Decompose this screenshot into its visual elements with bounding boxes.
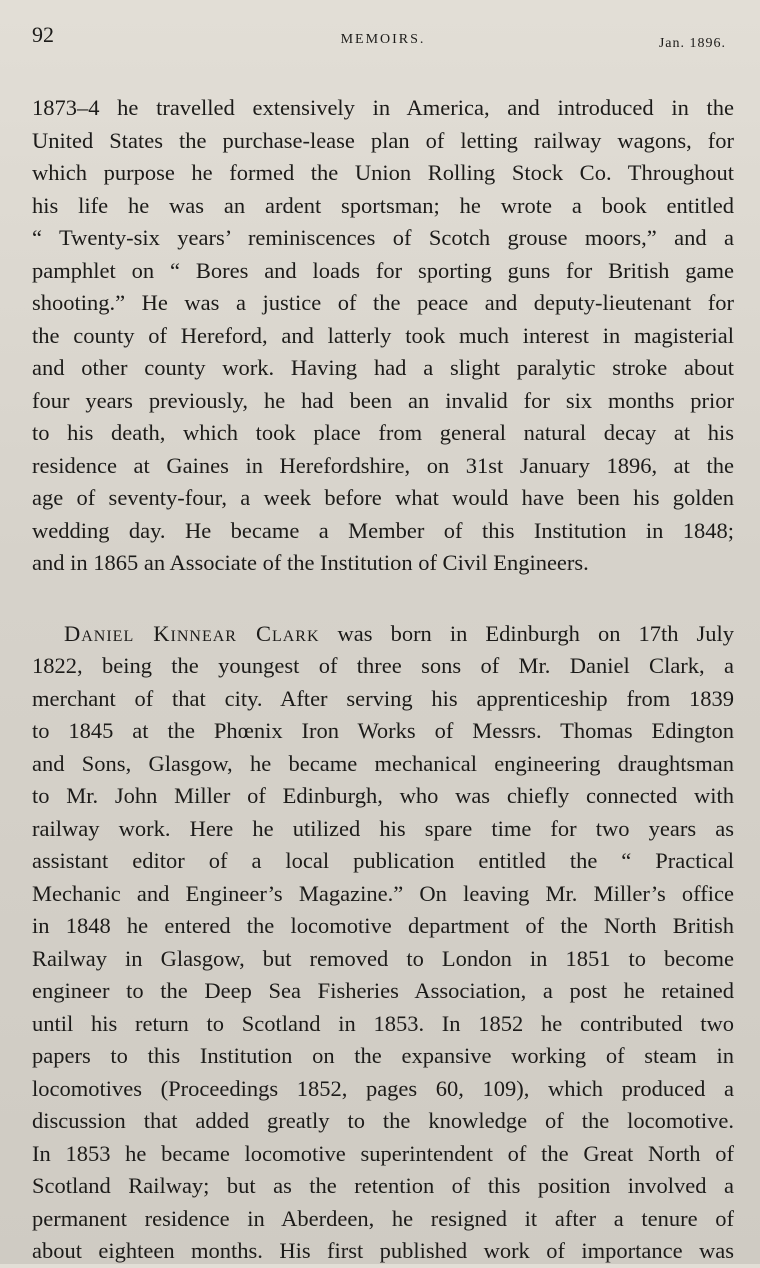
text-line: United States the purchase-lease plan of letting railway wagons, for <box>32 127 734 153</box>
text-line: to his death, which took place from general natural decay at his <box>32 420 734 445</box>
text-line: and in 1865 an Associate of the Institution of Civil Engineers. <box>32 550 589 575</box>
text-line: and other county work. Having had a slight paralytic stroke about <box>32 355 734 380</box>
text-line: residence at Gaines in Herefordshire, on 31st January 1896, at the <box>32 452 734 478</box>
running-head <box>32 14 734 54</box>
text-line: until his return to Scotland in 1853. In 1852 he contributed two <box>32 1010 734 1036</box>
text-line: locomotives (Proceedings 1852, pages 60, 109), which produced a <box>32 1075 734 1101</box>
subject-name: Daniel Kinnear Clark <box>64 620 320 646</box>
text-line: about eighteen months. His first published work of importance was <box>32 1238 734 1263</box>
text-line: railway work. Here he utilized his spare time for two years as <box>32 815 734 841</box>
text-line: Railway in Glasgow, but removed to London in 1851 to become <box>32 945 734 971</box>
text-line: to Mr. John Miller of Edinburgh, who was chiefly connected with <box>32 783 734 808</box>
text-line: which purpose he formed the Union Rolling Stock Co. Throughout <box>32 160 734 185</box>
text-line: merchant of that city. After serving his apprenticeship from 1839 <box>32 685 734 711</box>
text-line: to 1845 at the Phœnix Iron Works of Messrs. Thomas Edington <box>32 718 734 743</box>
section-title: MEMOIRS. <box>340 32 426 47</box>
text-line: shooting.” He was a justice of the peace and deputy-lieutenant for <box>32 290 734 315</box>
page-number: 92 <box>32 22 54 47</box>
issue-date: Jan. 1896. <box>658 36 726 51</box>
text-line: and Sons, Glasgow, he became mechanical engineering draughtsman <box>32 750 734 776</box>
text-line: age of seventy-four, a week before what would have been his golden <box>32 485 734 510</box>
text-line: four years previously, he had been an invalid for six months prior <box>32 387 734 413</box>
text-line: pamphlet on “ Bores and loads for sporting guns for British game <box>32 257 734 283</box>
opening-line-rest: was born in Edinburgh on 17th July <box>319 620 734 646</box>
text-line: permanent residence in Aberdeen, he resigned it after a tenure of <box>32 1205 734 1231</box>
text-line: In 1853 he became locomotive superintendent of the Great North of <box>32 1140 734 1166</box>
memoir-paragraph-previous <box>32 92 734 580</box>
text-line: in 1848 he entered the locomotive department of the North British <box>32 913 734 938</box>
text-line: Mechanic and Engineer’s Magazine.” On leaving Mr. Miller’s office <box>32 880 734 906</box>
text-line-opening <box>32 618 734 651</box>
text-line: discussion that added greatly to the knowledge of the locomotive. <box>32 1108 734 1133</box>
text-line: engineer to the Deep Sea Fisheries Association, a post he retained <box>32 978 734 1003</box>
text-line: wedding day. He became a Member of this Institution in 1848; <box>32 517 734 543</box>
text-line: “ Twenty-six years’ reminiscences of Scotch grouse moors,” and a <box>32 225 734 250</box>
text-line: 1822, being the youngest of three sons of Mr. Daniel Clark, a <box>32 653 734 678</box>
text-line: his life he was an ardent sportsman; he wrote a book entitled <box>32 192 734 218</box>
text-line: the county of Hereford, and latterly took much interest in magisterial <box>32 322 734 348</box>
text-line: papers to this Institution on the expansive working of steam in <box>32 1043 734 1068</box>
text-line: Scotland Railway; but as the retention of this position involved a <box>32 1173 734 1198</box>
text-line: 1873–4 he travelled extensively in America, and introduced in the <box>32 95 734 120</box>
text-line: assistant editor of a local publication entitled the “ Practical <box>32 848 734 873</box>
memoir-paragraph-clark <box>32 618 734 1268</box>
